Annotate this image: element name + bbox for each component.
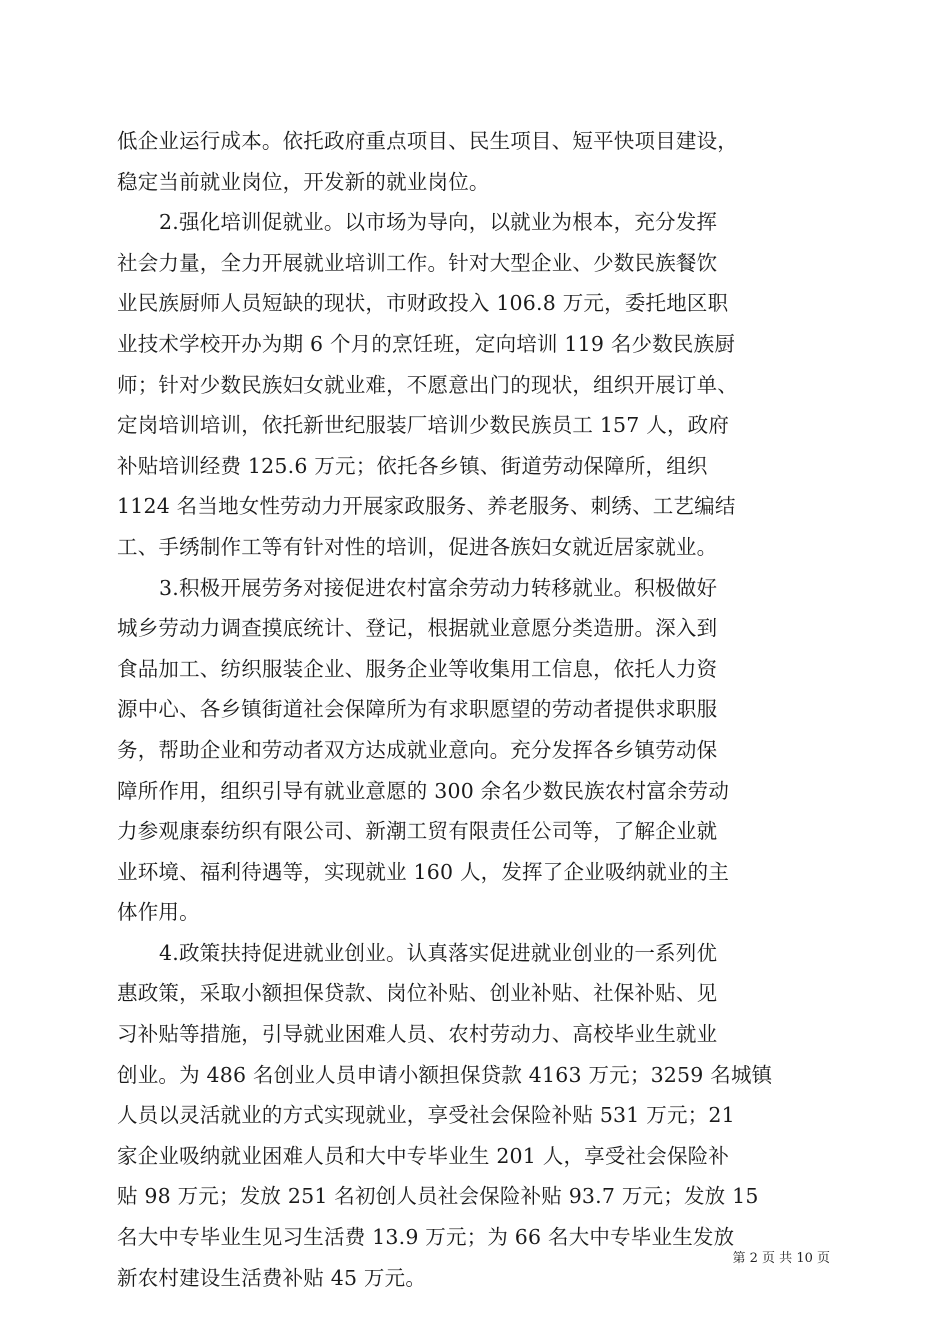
text-line: 业技术学校开办为期 6 个月的烹饪班，定向培训 119 名少数民族厨 [117, 331, 736, 356]
text-line: 定岗培训培训，依托新世纪服装厂培训少数民族员工 157 人，政府 [117, 413, 730, 438]
text-line: 业环境、福利待遇等，实现就业 160 人，发挥了企业吸纳就业的主 [117, 859, 730, 884]
paragraph-heading-3: 3.积极开展劳务对接促进农村富余劳动力转移就业。积极做好 [159, 575, 718, 600]
text-line: 源中心、各乡镇街道社会保障所为有求职愿望的劳动者提供求职服 [117, 697, 718, 722]
text-line: 名大中专毕业生见习生活费 13.9 万元；为 66 名大中专毕业生发放 [117, 1225, 735, 1250]
paragraph-heading-2: 2.强化培训促就业。以市场为导向，以就业为根本，充分发挥 [159, 210, 718, 235]
text-line: 力参观康泰纺织有限公司、新潮工贸有限责任公司等，了解企业就 [117, 819, 718, 844]
page-number-footer: 第 2 页 共 10 页 [732, 1251, 830, 1266]
text-line: 务，帮助企业和劳动者双方达成就业意向。充分发挥各乡镇劳动保 [117, 737, 718, 762]
document-body [117, 121, 833, 1298]
text-line: 新农村建设生活费补贴 45 万元。 [117, 1265, 427, 1290]
text-line: 家企业吸纳就业困难人员和大中专毕业生 201 人，享受社会保险补 [117, 1143, 730, 1168]
text-line: 社会力量，全力开展就业培训工作。针对大型企业、少数民族餐饮 [117, 250, 718, 275]
text-line: 创业。为 486 名创业人员申请小额担保贷款 4163 万元；3259 名城镇 [117, 1062, 773, 1087]
text-line: 业民族厨师人员短缺的现状，市财政投入 106.8 万元，委托地区职 [117, 291, 729, 316]
text-line: 惠政策，采取小额担保贷款、岗位补贴、创业补贴、社保补贴、见 [117, 981, 718, 1006]
text-line: 1124 名当地女性劳动力开展家政服务、养老服务、刺绣、工艺编结 [117, 494, 736, 519]
paragraph-heading-4: 4.政策扶持促进就业创业。认真落实促进就业创业的一系列优 [159, 940, 718, 965]
text-line: 障所作用，组织引导有就业意愿的 300 余名少数民族农村富余劳动 [117, 778, 730, 803]
text-line: 人员以灵活就业的方式实现就业，享受社会保险补贴 531 万元；21 [117, 1103, 735, 1128]
text-line: 工、手绣制作工等有针对性的培训，促进各族妇女就近居家就业。 [117, 534, 718, 559]
text-line: 习补贴等措施，引导就业困难人员、农村劳动力、高校毕业生就业 [117, 1022, 718, 1047]
text-line: 低企业运行成本。依托政府重点项目、民生项目、短平快项目建设， [117, 129, 738, 153]
text-line: 体作用。 [117, 900, 200, 925]
text-line: 补贴培训经费 125.6 万元；依托各乡镇、街道劳动保障所，组织 [117, 453, 708, 478]
text-line: 贴 98 万元；发放 251 名初创人员社会保险补贴 93.7 万元；发放 15 [117, 1184, 759, 1209]
text-line: 师；针对少数民族妇女就业难，不愿意出门的现状，组织开展订单、 [117, 372, 738, 397]
text-line: 稳定当前就业岗位，开发新的就业岗位。 [117, 169, 490, 194]
text-line: 食品加工、纺织服装企业、服务企业等收集用工信息，依托人力资 [117, 656, 718, 681]
text-line: 城乡劳动力调查摸底统计、登记，根据就业意愿分类造册。深入到 [117, 616, 718, 641]
